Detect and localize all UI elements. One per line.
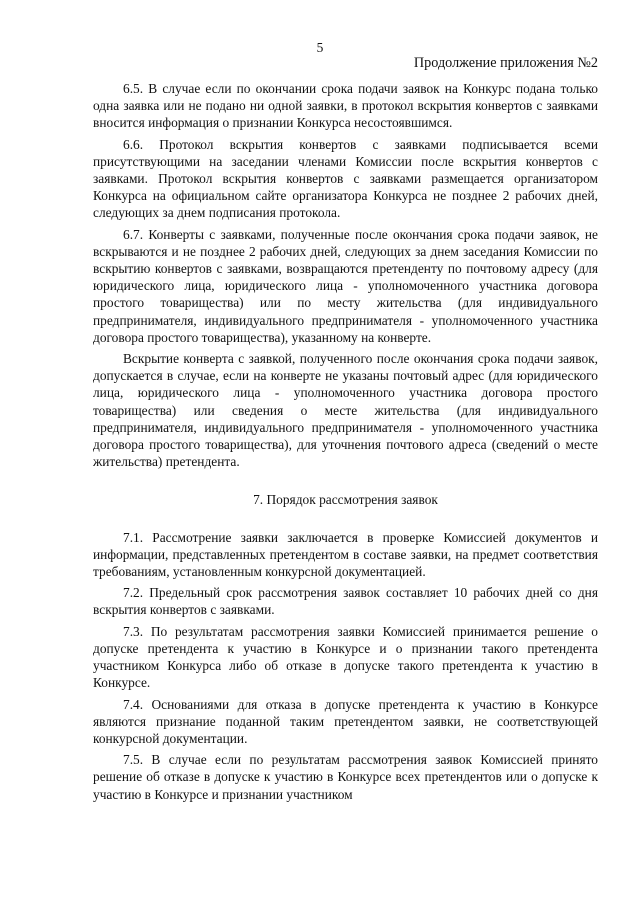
paragraph-7-3: 7.3. По результатам рассмотрения заявки Комиссией принимается решение о допуске претендента к участию в Конкурсе и о признании такого претендента участником Конкурса либо об отказе в допуске такого претендента к участию в Конкурсе. xyxy=(93,623,598,691)
paragraph-7-5: 7.5. В случае если по результатам рассмотрения заявок Комиссией принято решение об отказе в допуске к участию в Конкурсе всех претендентов или о допуске к участию в Конкурсе и признании участником xyxy=(93,752,598,802)
paragraph-7-1: 7.1. Рассмотрение заявки заключается в проверке Комиссией документов и информации, представленных претендентом в составе заявки, на предмет соответствия требованиям, установленным конкурсной документацией. xyxy=(93,529,598,580)
paragraph-7-4: 7.4. Основаниями для отказа в допуске претендента к участию в Конкурсе являются признание поданной таким претендентом заявки, не соответствующей конкурсной документации. xyxy=(93,696,598,746)
appendix-continuation-note: Продолжение приложения №2 xyxy=(413,55,598,71)
section-heading: 7. Порядок рассмотрения заявок xyxy=(253,492,438,508)
paragraph-6-7-continued: Вскрытие конверта с заявкой, полученного после окончания срока подачи заявок, допускается в случае, если на конверте не указаны почтовый адрес (для юридического лица, юридического лица - уполномоченного участника договора простого товарищества) или сведения о месте жительства (для индивидуального предпринимателя, индивидуального предпринимателя - уполномоченного участника договора простого товарищества), для уточнения почтового адреса (сведений о месте жительства) претендента. xyxy=(93,351,598,470)
paragraph-7-2: 7.2. Предельный срок рассмотрения заявок составляет 10 рабочих дней со дня вскрытия конвертов с заявками. xyxy=(93,585,598,618)
document-body xyxy=(93,80,598,807)
paragraph-6-6: 6.6. Протокол вскрытия конвертов с заявками подписывается всеми присутствующими на заседании членами Комиссии после вскрытия конвертов с заявками. Протокол вскрытия конвертов с заявками размещается организатором Конкурса на официальном сайте организатора Конкурса не позднее 2 рабочих дней, следующих за днем подписания протокола. xyxy=(93,136,598,221)
paragraph-6-5: 6.5. В случае если по окончании срока подачи заявок на Конкурс подана только одна заявка или не подано ни одной заявки, в протокол вскрытия конвертов с заявками вносится информация о признании Конкурса несостоявшимся. xyxy=(93,81,598,131)
paragraph-6-7: 6.7. Конверты с заявками, полученные после окончания срока подачи заявок, не вскрываются и не позднее 2 рабочих дней, следующих за днем заседания Комиссии по вскрытию конвертов с заявками, возвращаются претенденту по почтовому адресу (для юридического лица, юридического лица - уполномоченного участника договора простого товарищества) или по месту жительства (для индивидуального предпринимателя, индивидуального предпринимателя - уполномоченного участника договора простого товарищества), указанному на конверте. xyxy=(93,226,598,345)
page-number: 5 xyxy=(316,40,324,55)
